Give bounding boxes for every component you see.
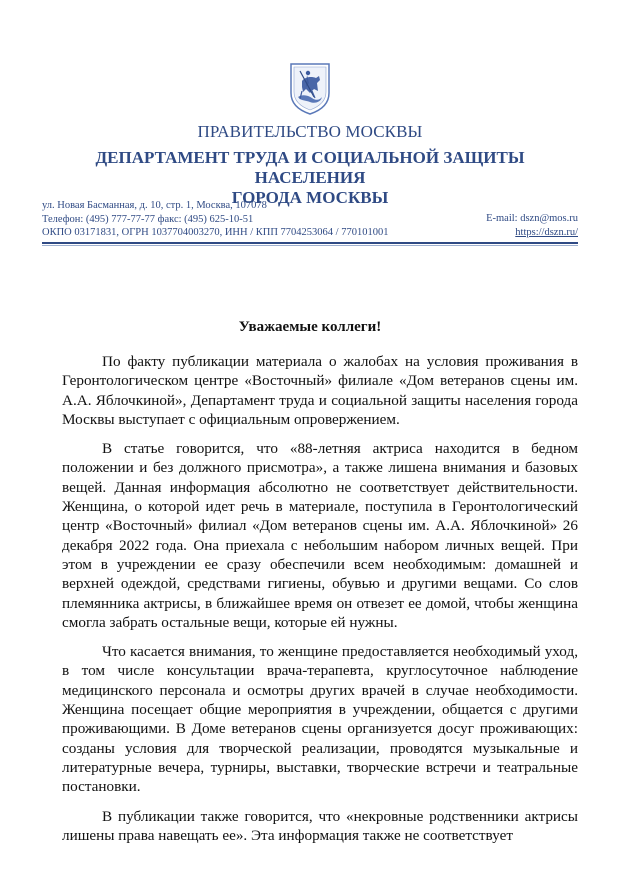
letter-body bbox=[62, 352, 578, 855]
greeting: Уважаемые коллеги! bbox=[238, 319, 382, 335]
paragraph: В статье говорится, что «88-летняя актриса находится в бедном положении и без должного присмотра», а также лишена внимания и базовых вещей. Данная информация абсолютно не соответствует действительности. Женщина, о которой идет речь в материале, поступила в Геронтологический центр «Восточный» филиал «Дом ветеранов сцены им. А.А. Яблочкиной» 26 декабря 2022 года. Она приехала с небольшим набором личных вещей. При этом в учреждении ее сразу обеспечили всем необходимым: домашней и верхней одеждой, средствами гигиены, обувью и другими вещами. Со слов племянника актрисы, в ближайшее время он отвезет ее домой, чтобы женщина смогла забрать остальные вещи, которые ей нужны. bbox=[62, 440, 578, 631]
header-divider bbox=[42, 242, 578, 244]
paragraph: Что касается внимания, то женщине предоставляется необходимый уход, в том числе консультации врача-терапевта, круглосуточное наблюдение медицинского персонала и осмотры других врачей в случае необходимости. Женщина посещает общие мероприятия в учреждении, общается с другими проживающими. В Доме ветеранов сцены организуется досуг проживающих: созданы условия для творческой реализации, проводятся музыкальные и литературные вечера, турниры, выставки, творческие встречи и театральные постановки. bbox=[62, 643, 578, 796]
moscow-coat-of-arms-icon bbox=[288, 61, 332, 115]
department-title-line1: ДЕПАРТАМЕНТ ТРУДА И СОЦИАЛЬНОЙ ЗАЩИТЫ НАСЕЛЕНИЯ bbox=[95, 148, 525, 187]
header-divider-thin bbox=[42, 245, 578, 246]
email: E-mail: dszn@mos.ru bbox=[486, 213, 578, 224]
government-title: ПРАВИТЕЛЬСТВО МОСКВЫ bbox=[197, 122, 423, 141]
online-contacts bbox=[486, 212, 578, 239]
website-link[interactable]: https://dszn.ru/ bbox=[515, 226, 578, 238]
registry-codes: ОКПО 03171831, ОГРН 1037704003270, ИНН / КПП 7704253064 / 770101001 bbox=[42, 227, 389, 238]
contacts-block bbox=[42, 199, 388, 240]
paragraph: По факту публикации материала о жалобах на условия проживания в Геронтологическом центре «Восточный» филиале «Дом ветеранов сцены им. А.А. Яблочкиной», Департамент труда и социальной защиты населения города Москвы выступает с официальным опровержением. bbox=[62, 353, 578, 428]
department-title-line2: ГОРОДА МОСКВЫ bbox=[231, 188, 389, 207]
address: ул. Новая Басманная, д. 10, стр. 1, Москва, 107078 bbox=[42, 200, 267, 211]
paragraph: В публикации также говорится, что «некровные родственники актрисы лишены права навещать ее». Эта информация также не соответствует bbox=[62, 807, 578, 844]
phone-fax: Телефон: (495) 777-77-77 факс: (495) 625-10-51 bbox=[42, 213, 254, 225]
